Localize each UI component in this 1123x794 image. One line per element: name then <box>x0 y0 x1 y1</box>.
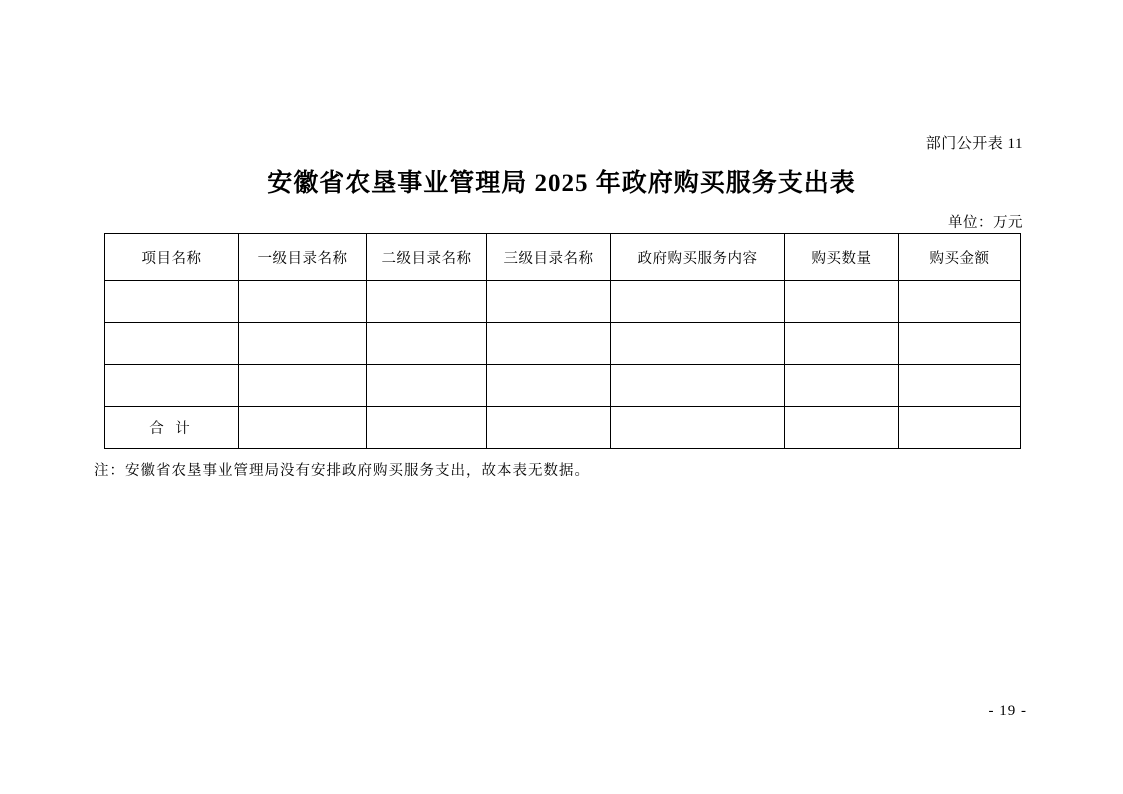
cell-level2-catalog <box>367 281 487 323</box>
column-header-service-content: 政府购买服务内容 <box>611 234 785 281</box>
table-total-row <box>105 407 1021 449</box>
cell-project-name <box>105 365 239 407</box>
unit-label: 单位：万元 <box>948 215 1023 231</box>
column-header-level2-catalog: 二级目录名称 <box>367 234 487 281</box>
column-header-purchase-amount: 购买金额 <box>899 234 1021 281</box>
cell-purchase-quantity <box>785 323 899 365</box>
cell-total-service-content <box>611 407 785 449</box>
cell-level2-catalog <box>367 323 487 365</box>
form-label: 部门公开表 11 <box>925 136 1023 152</box>
cell-service-content <box>611 323 785 365</box>
cell-level1-catalog <box>239 281 367 323</box>
table-row <box>105 365 1021 407</box>
cell-level2-catalog <box>367 365 487 407</box>
cell-total-level2-catalog <box>367 407 487 449</box>
cell-total-purchase-quantity <box>785 407 899 449</box>
table-row <box>105 323 1021 365</box>
cell-purchase-quantity <box>785 365 899 407</box>
cell-purchase-amount <box>899 365 1021 407</box>
column-header-level3-catalog: 三级目录名称 <box>487 234 611 281</box>
cell-level3-catalog <box>487 323 611 365</box>
cell-purchase-amount <box>899 281 1021 323</box>
page-number: - 19 - <box>988 703 1027 719</box>
column-header-purchase-quantity: 购买数量 <box>785 234 899 281</box>
column-header-project-name: 项目名称 <box>105 234 239 281</box>
cell-project-name <box>105 323 239 365</box>
column-header-level1-catalog: 一级目录名称 <box>239 234 367 281</box>
cell-total-purchase-amount <box>899 407 1021 449</box>
cell-level1-catalog <box>239 365 367 407</box>
table-note: 注：安徽省农垦事业管理局没有安排政府购买服务支出，故本表无数据。 <box>94 463 590 479</box>
cell-service-content <box>611 281 785 323</box>
cell-level3-catalog <box>487 365 611 407</box>
cell-total-level1-catalog <box>239 407 367 449</box>
government-purchase-service-table <box>104 233 1021 449</box>
table-row <box>105 281 1021 323</box>
cell-purchase-amount <box>899 323 1021 365</box>
cell-service-content <box>611 365 785 407</box>
cell-project-name <box>105 281 239 323</box>
cell-total-level3-catalog <box>487 407 611 449</box>
table-header-row <box>105 234 1021 281</box>
cell-level3-catalog <box>487 281 611 323</box>
cell-level1-catalog <box>239 323 367 365</box>
page-title: 安徽省农垦事业管理局 2025 年政府购买服务支出表 <box>267 170 856 197</box>
cell-total-label: 合 计 <box>105 407 239 449</box>
cell-purchase-quantity <box>785 281 899 323</box>
